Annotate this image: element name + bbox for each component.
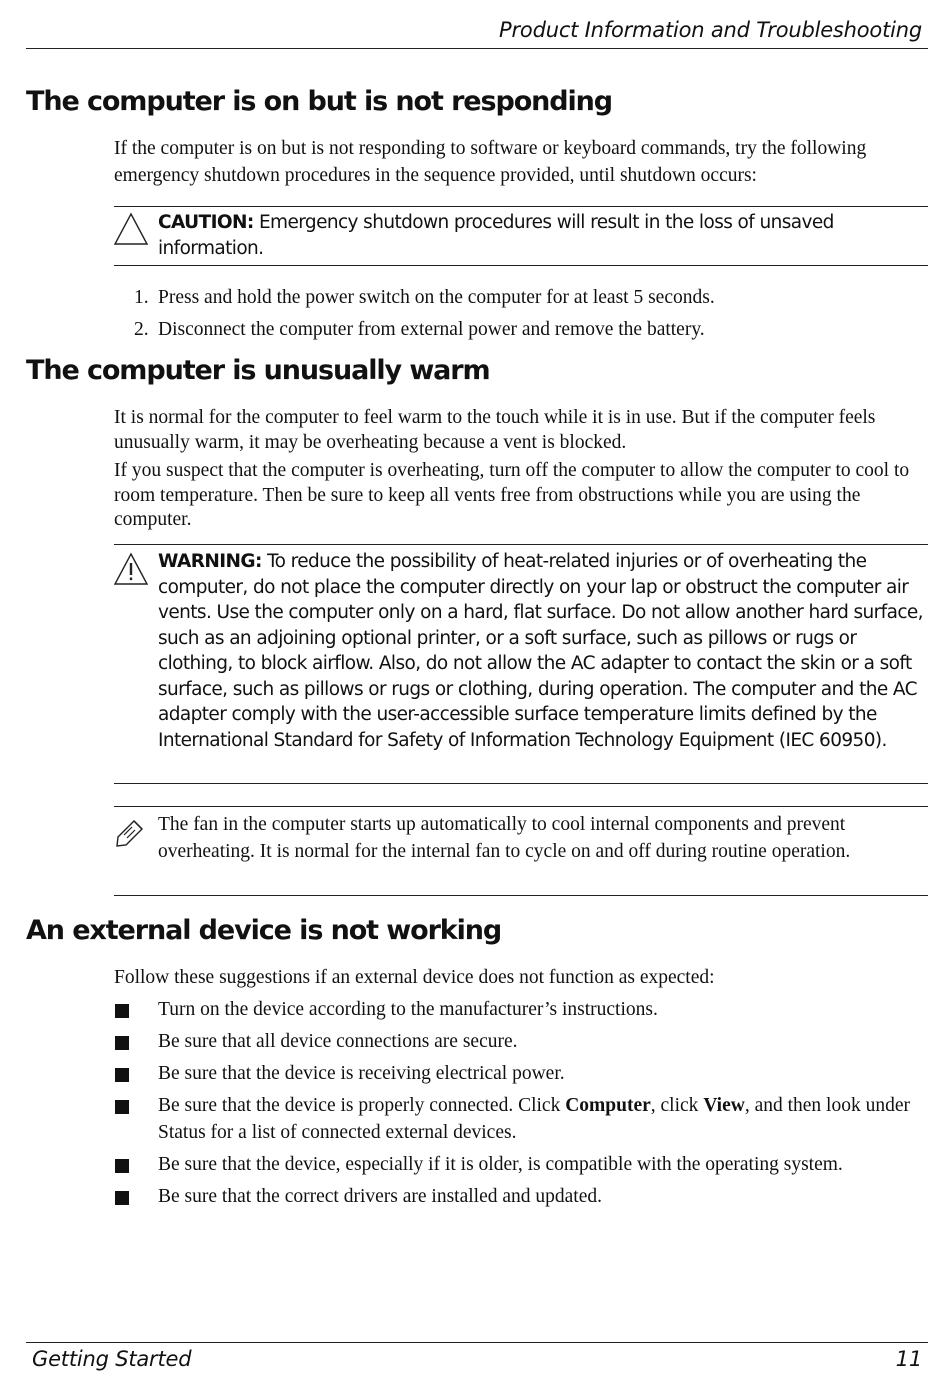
- caution-triangle-icon: [114, 211, 148, 245]
- list-item: [114, 318, 926, 350]
- computer-bold-term: Computer: [565, 1095, 651, 1116]
- warm-paragraph-2: If you suspect that the computer is overheating, turn off the computer to allow the computer to cool to room temperature. Then be sure to keep all vents free from obstructions while you are using the computer.: [114, 460, 910, 530]
- section-heading-external-device: An external device is not working: [26, 915, 502, 946]
- section-heading-unusually-warm: The computer is unusually warm: [26, 355, 490, 386]
- suggestion-text: Be sure that the device is receiving electrical power.: [158, 1063, 565, 1084]
- section-heading-not-responding: The computer is on but is not responding: [26, 86, 613, 117]
- square-bullet-icon: [115, 1159, 129, 1173]
- list-item: [114, 1093, 926, 1146]
- running-footer: [26, 1342, 928, 1375]
- external-device-intro: Follow these suggestions if an external device does not function as expected:: [114, 967, 715, 988]
- warning-box: [114, 544, 928, 784]
- caution-text: [158, 210, 928, 261]
- suggestion-text-mid: , click: [650, 1095, 704, 1116]
- warning-label: WARNING:: [158, 551, 262, 572]
- running-header-title: Product Information and Troubleshooting: [499, 18, 922, 42]
- caution-box: [114, 206, 928, 266]
- note-pencil-icon: [114, 813, 148, 847]
- suggestion-text: Be sure that all device connections are secure.: [158, 1031, 518, 1052]
- list-item: [114, 1152, 926, 1179]
- view-bold-term: View: [703, 1095, 745, 1116]
- step-text: Press and hold the power switch on the computer for at least 5 seconds.: [158, 287, 715, 308]
- step-text: Disconnect the computer from external power and remove the battery.: [158, 319, 705, 340]
- list-item: [114, 1184, 926, 1211]
- warning-triangle-icon: [114, 551, 148, 585]
- warm-paragraph-1: It is normal for the computer to feel warm to the touch while it is in use. But if the computer feels unusually warm, it may be overheating because a vent is blocked.: [114, 407, 876, 453]
- not-responding-intro: If the computer is on but is not responding to software or keyboard commands, try the following emergency shutdown procedures in the sequence provided, until shutdown occurs:: [114, 138, 867, 186]
- shutdown-steps: [114, 286, 926, 350]
- suggestion-text-pre: Be sure that the device is properly connected. Click: [158, 1095, 566, 1116]
- square-bullet-icon: [115, 1004, 129, 1018]
- page-number: 11: [895, 1347, 922, 1371]
- suggestion-text-post: , and then look under Status for a list of connected external devices.: [158, 1095, 910, 1143]
- running-header: [26, 18, 928, 49]
- suggestion-text: Be sure that the device, especially if it is older, is compatible with the operating system.: [158, 1153, 843, 1175]
- warning-text: [158, 549, 928, 753]
- warning-body: To reduce the possibility of heat-related injuries or of overheating the computer, do not place the computer directly on your lap or obstruct the computer air vents. Use the computer only on a hard, flat surface. Do not allow another hard surface, such as an adjoining optional printer, or a soft surface, such as pillows or rugs or clothing, to block airflow. Also, do not allow the AC adapter to contact the skin or a soft surface, such as pillows or rugs or clothing, during operation. The computer and the AC adapter comply with the user-accessible surface temperature limits defined by the International Standard for Safety of Information Technology Equipment (IEC 60950).: [158, 551, 923, 751]
- list-item: [114, 1029, 926, 1056]
- step-number: 2.: [134, 319, 149, 340]
- caution-label: CAUTION:: [158, 212, 254, 233]
- caution-body: Emergency shutdown procedures will result in the loss of unsaved information.: [158, 212, 834, 259]
- square-bullet-icon: [115, 1191, 129, 1205]
- list-item: [114, 997, 926, 1024]
- list-item: [114, 1061, 926, 1088]
- step-number: 1.: [134, 287, 149, 308]
- external-device-suggestions: [114, 997, 926, 1216]
- suggestion-text: Turn on the device according to the manufacturer’s instructions.: [158, 999, 658, 1020]
- footer-book-title: Getting Started: [32, 1347, 192, 1371]
- square-bullet-icon: [115, 1068, 129, 1082]
- square-bullet-icon: [115, 1100, 129, 1114]
- note-box: [114, 806, 928, 896]
- list-item: [114, 286, 926, 318]
- square-bullet-icon: [115, 1036, 129, 1050]
- suggestion-text: Be sure that the correct drivers are installed and updated.: [158, 1185, 602, 1207]
- note-text: The fan in the computer starts up automatically to cool internal components and prevent overheating. It is normal for the internal fan to cycle on and off during routine operation.: [158, 814, 851, 862]
